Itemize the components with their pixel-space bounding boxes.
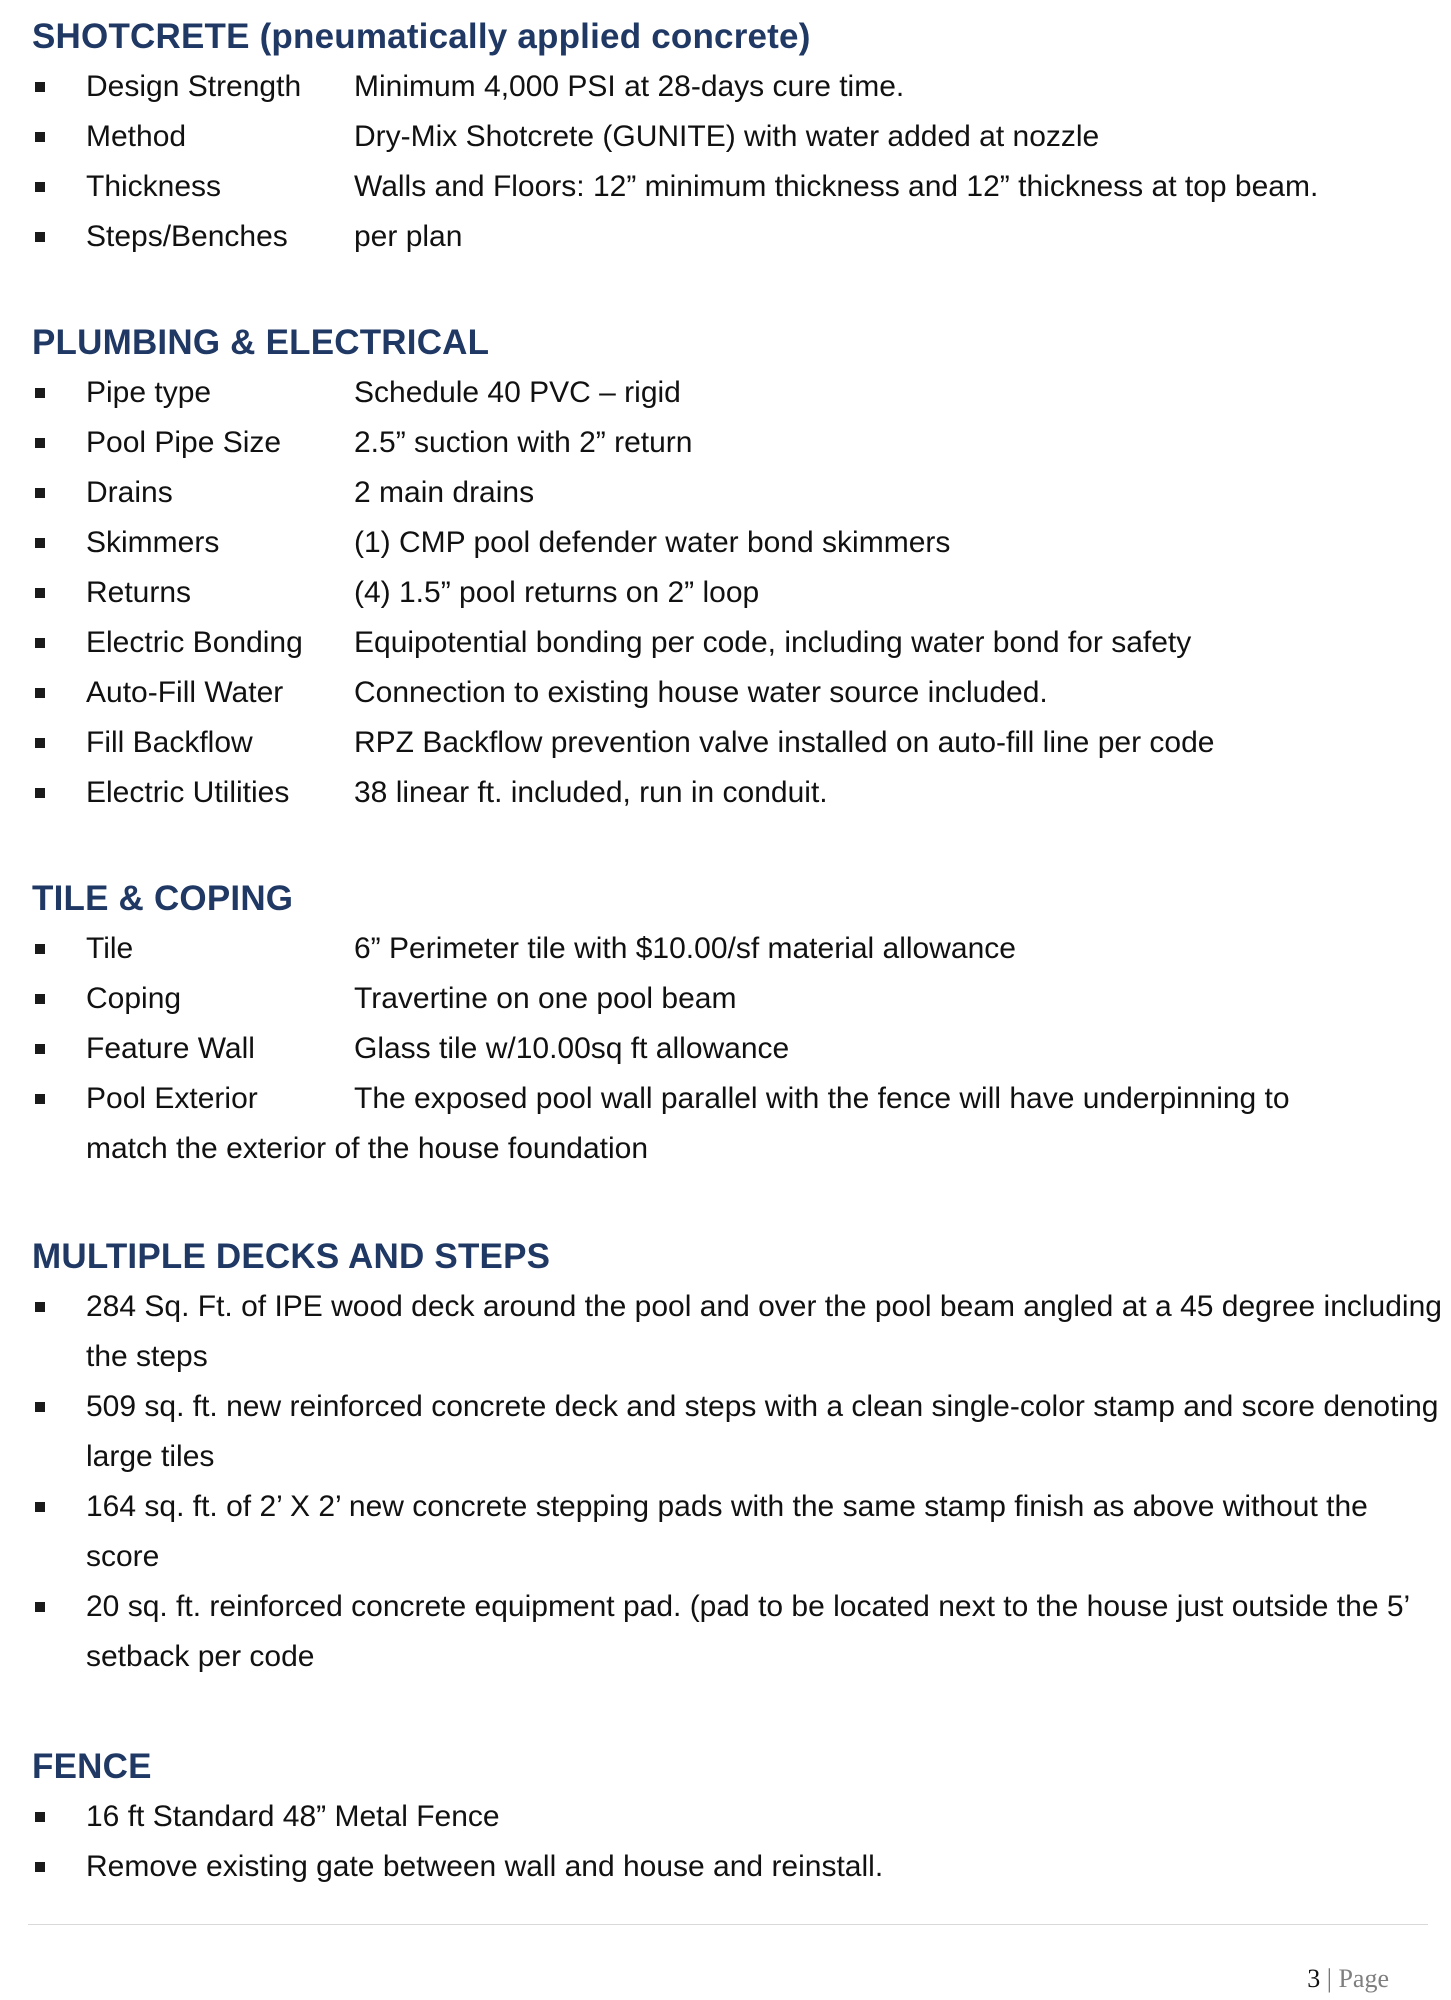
spec-value: 2 main drains	[354, 476, 535, 509]
bullet-icon	[35, 82, 45, 92]
spec-label: Pipe type	[86, 376, 212, 409]
spec-row	[32, 518, 1432, 568]
list-item-text: 164 sq. ft. of 2’ X 2’ new concrete stepping pads with the same stamp finish as above without the score	[86, 1490, 1368, 1573]
spec-label: Tile	[86, 932, 134, 965]
page-number: 3	[1307, 1964, 1321, 1993]
tile-section	[32, 874, 1432, 1174]
spec-row	[32, 1024, 1432, 1074]
bullet-icon	[35, 1602, 45, 1612]
bullet-icon	[35, 788, 45, 798]
bullet-icon	[35, 738, 45, 748]
spec-label: Electric Utilities	[86, 776, 290, 809]
spec-label: Skimmers	[86, 526, 220, 559]
bullet-icon	[35, 232, 45, 242]
spec-row	[32, 162, 1432, 212]
bullet-icon	[35, 688, 45, 698]
bullet-icon	[35, 488, 45, 498]
bullet-icon	[35, 388, 45, 398]
spec-label: Fill Backflow	[86, 726, 253, 759]
bullet-icon	[35, 1862, 45, 1872]
bullet-icon	[35, 438, 45, 448]
spec-value: (1) CMP pool defender water bond skimmers	[354, 526, 951, 559]
spec-label: Returns	[86, 576, 192, 609]
list-item-text: 284 Sq. Ft. of IPE wood deck around the pool and over the pool beam angled at a 45 degree including the steps	[86, 1290, 1442, 1373]
spec-row	[32, 924, 1432, 974]
spec-label: Pool Pipe Size	[86, 426, 282, 459]
spec-value: 38 linear ft. included, run in conduit.	[354, 776, 828, 809]
decks-heading: MULTIPLE DECKS AND STEPS	[32, 1237, 551, 1276]
list-item	[32, 1842, 1446, 1892]
list-item-text: 509 sq. ft. new reinforced concrete deck and steps with a clean single-color stamp and score denoting large tiles	[86, 1390, 1439, 1473]
spec-row	[32, 62, 1432, 112]
spec-row	[32, 568, 1432, 618]
spec-label: Thickness	[86, 170, 222, 203]
list-item	[32, 1792, 1446, 1842]
list-item-text: 20 sq. ft. reinforced concrete equipment pad. (pad to be located next to the house just outside the 5’ setback per code	[86, 1590, 1410, 1673]
bullet-icon	[35, 588, 45, 598]
page-footer	[1307, 1964, 1389, 1994]
shotcrete-heading: SHOTCRETE (pneumatically applied concrete)	[32, 17, 811, 56]
footer-separator: |	[1326, 1964, 1332, 1993]
spec-label: Feature Wall	[86, 1032, 255, 1065]
spec-value: Equipotential bonding per code, including water bond for safety	[354, 626, 1192, 659]
spec-value: The exposed pool wall parallel with the fence will have underpinning to	[354, 1082, 1290, 1115]
bullet-icon	[35, 1094, 45, 1104]
spec-label: Pool Exterior	[86, 1082, 258, 1115]
shotcrete-section	[32, 12, 1432, 262]
spec-value: 6” Perimeter tile with $10.00/sf material allowance	[354, 932, 1016, 965]
spec-value: (4) 1.5” pool returns on 2” loop	[354, 576, 760, 609]
bullet-icon	[35, 538, 45, 548]
list-item	[32, 1582, 1446, 1682]
spec-value: Walls and Floors: 12” minimum thickness and 12” thickness at top beam.	[354, 170, 1319, 203]
list-item	[32, 1282, 1446, 1382]
bullet-icon	[35, 994, 45, 1004]
spec-row	[32, 768, 1432, 818]
spec-row	[32, 718, 1432, 768]
spec-value: RPZ Backflow prevention valve installed on auto-fill line per code	[354, 726, 1215, 759]
spec-label: Auto-Fill Water	[86, 676, 284, 709]
tile-heading: TILE & COPING	[32, 879, 294, 918]
spec-label: Steps/Benches	[86, 220, 288, 253]
bullet-icon	[35, 132, 45, 142]
bullet-icon	[35, 1402, 45, 1412]
list-item-text: Remove existing gate between wall and house and reinstall.	[86, 1850, 884, 1883]
spec-value: Minimum 4,000 PSI at 28-days cure time.	[354, 70, 905, 103]
plumbing-heading: PLUMBING & ELECTRICAL	[32, 323, 490, 362]
list-item	[32, 1482, 1446, 1582]
spec-value: Schedule 40 PVC – rigid	[354, 376, 681, 409]
bullet-icon	[35, 1044, 45, 1054]
spec-label: Design Strength	[86, 70, 302, 103]
fence-section	[32, 1742, 1432, 1892]
spec-row	[32, 974, 1432, 1024]
bullet-icon	[35, 638, 45, 648]
spec-row	[32, 668, 1432, 718]
bullet-icon	[35, 182, 45, 192]
spec-label: Method	[86, 120, 187, 153]
spec-label: Coping	[86, 982, 182, 1015]
bullet-icon	[35, 1502, 45, 1512]
spec-row	[32, 112, 1432, 162]
bullet-icon	[35, 1302, 45, 1312]
plumbing-section	[32, 318, 1432, 818]
spec-value: Travertine on one pool beam	[354, 982, 737, 1015]
spec-row	[32, 1074, 1432, 1124]
spec-row	[32, 368, 1432, 418]
spec-continuation	[32, 1124, 1432, 1174]
spec-label: Drains	[86, 476, 173, 509]
footer-divider	[28, 1924, 1428, 1925]
bullet-icon	[35, 944, 45, 954]
spec-label: Electric Bonding	[86, 626, 303, 659]
spec-value: per plan	[354, 220, 463, 253]
page-label: Page	[1338, 1964, 1389, 1993]
spec-value: Glass tile w/10.00sq ft allowance	[354, 1032, 790, 1065]
spec-value: Connection to existing house water source included.	[354, 676, 1048, 709]
bullet-icon	[35, 1812, 45, 1822]
decks-section	[32, 1232, 1442, 1682]
spec-row	[32, 418, 1432, 468]
spec-row	[32, 468, 1432, 518]
spec-row	[32, 618, 1432, 668]
spec-row	[32, 212, 1432, 262]
spec-value: Dry-Mix Shotcrete (GUNITE) with water added at nozzle	[354, 120, 1100, 153]
list-item-text: 16 ft Standard 48” Metal Fence	[86, 1800, 500, 1833]
spec-value: 2.5” suction with 2” return	[354, 426, 693, 459]
list-item	[32, 1382, 1446, 1482]
spec-continuation-text: match the exterior of the house foundation	[86, 1132, 649, 1165]
fence-heading: FENCE	[32, 1747, 152, 1786]
